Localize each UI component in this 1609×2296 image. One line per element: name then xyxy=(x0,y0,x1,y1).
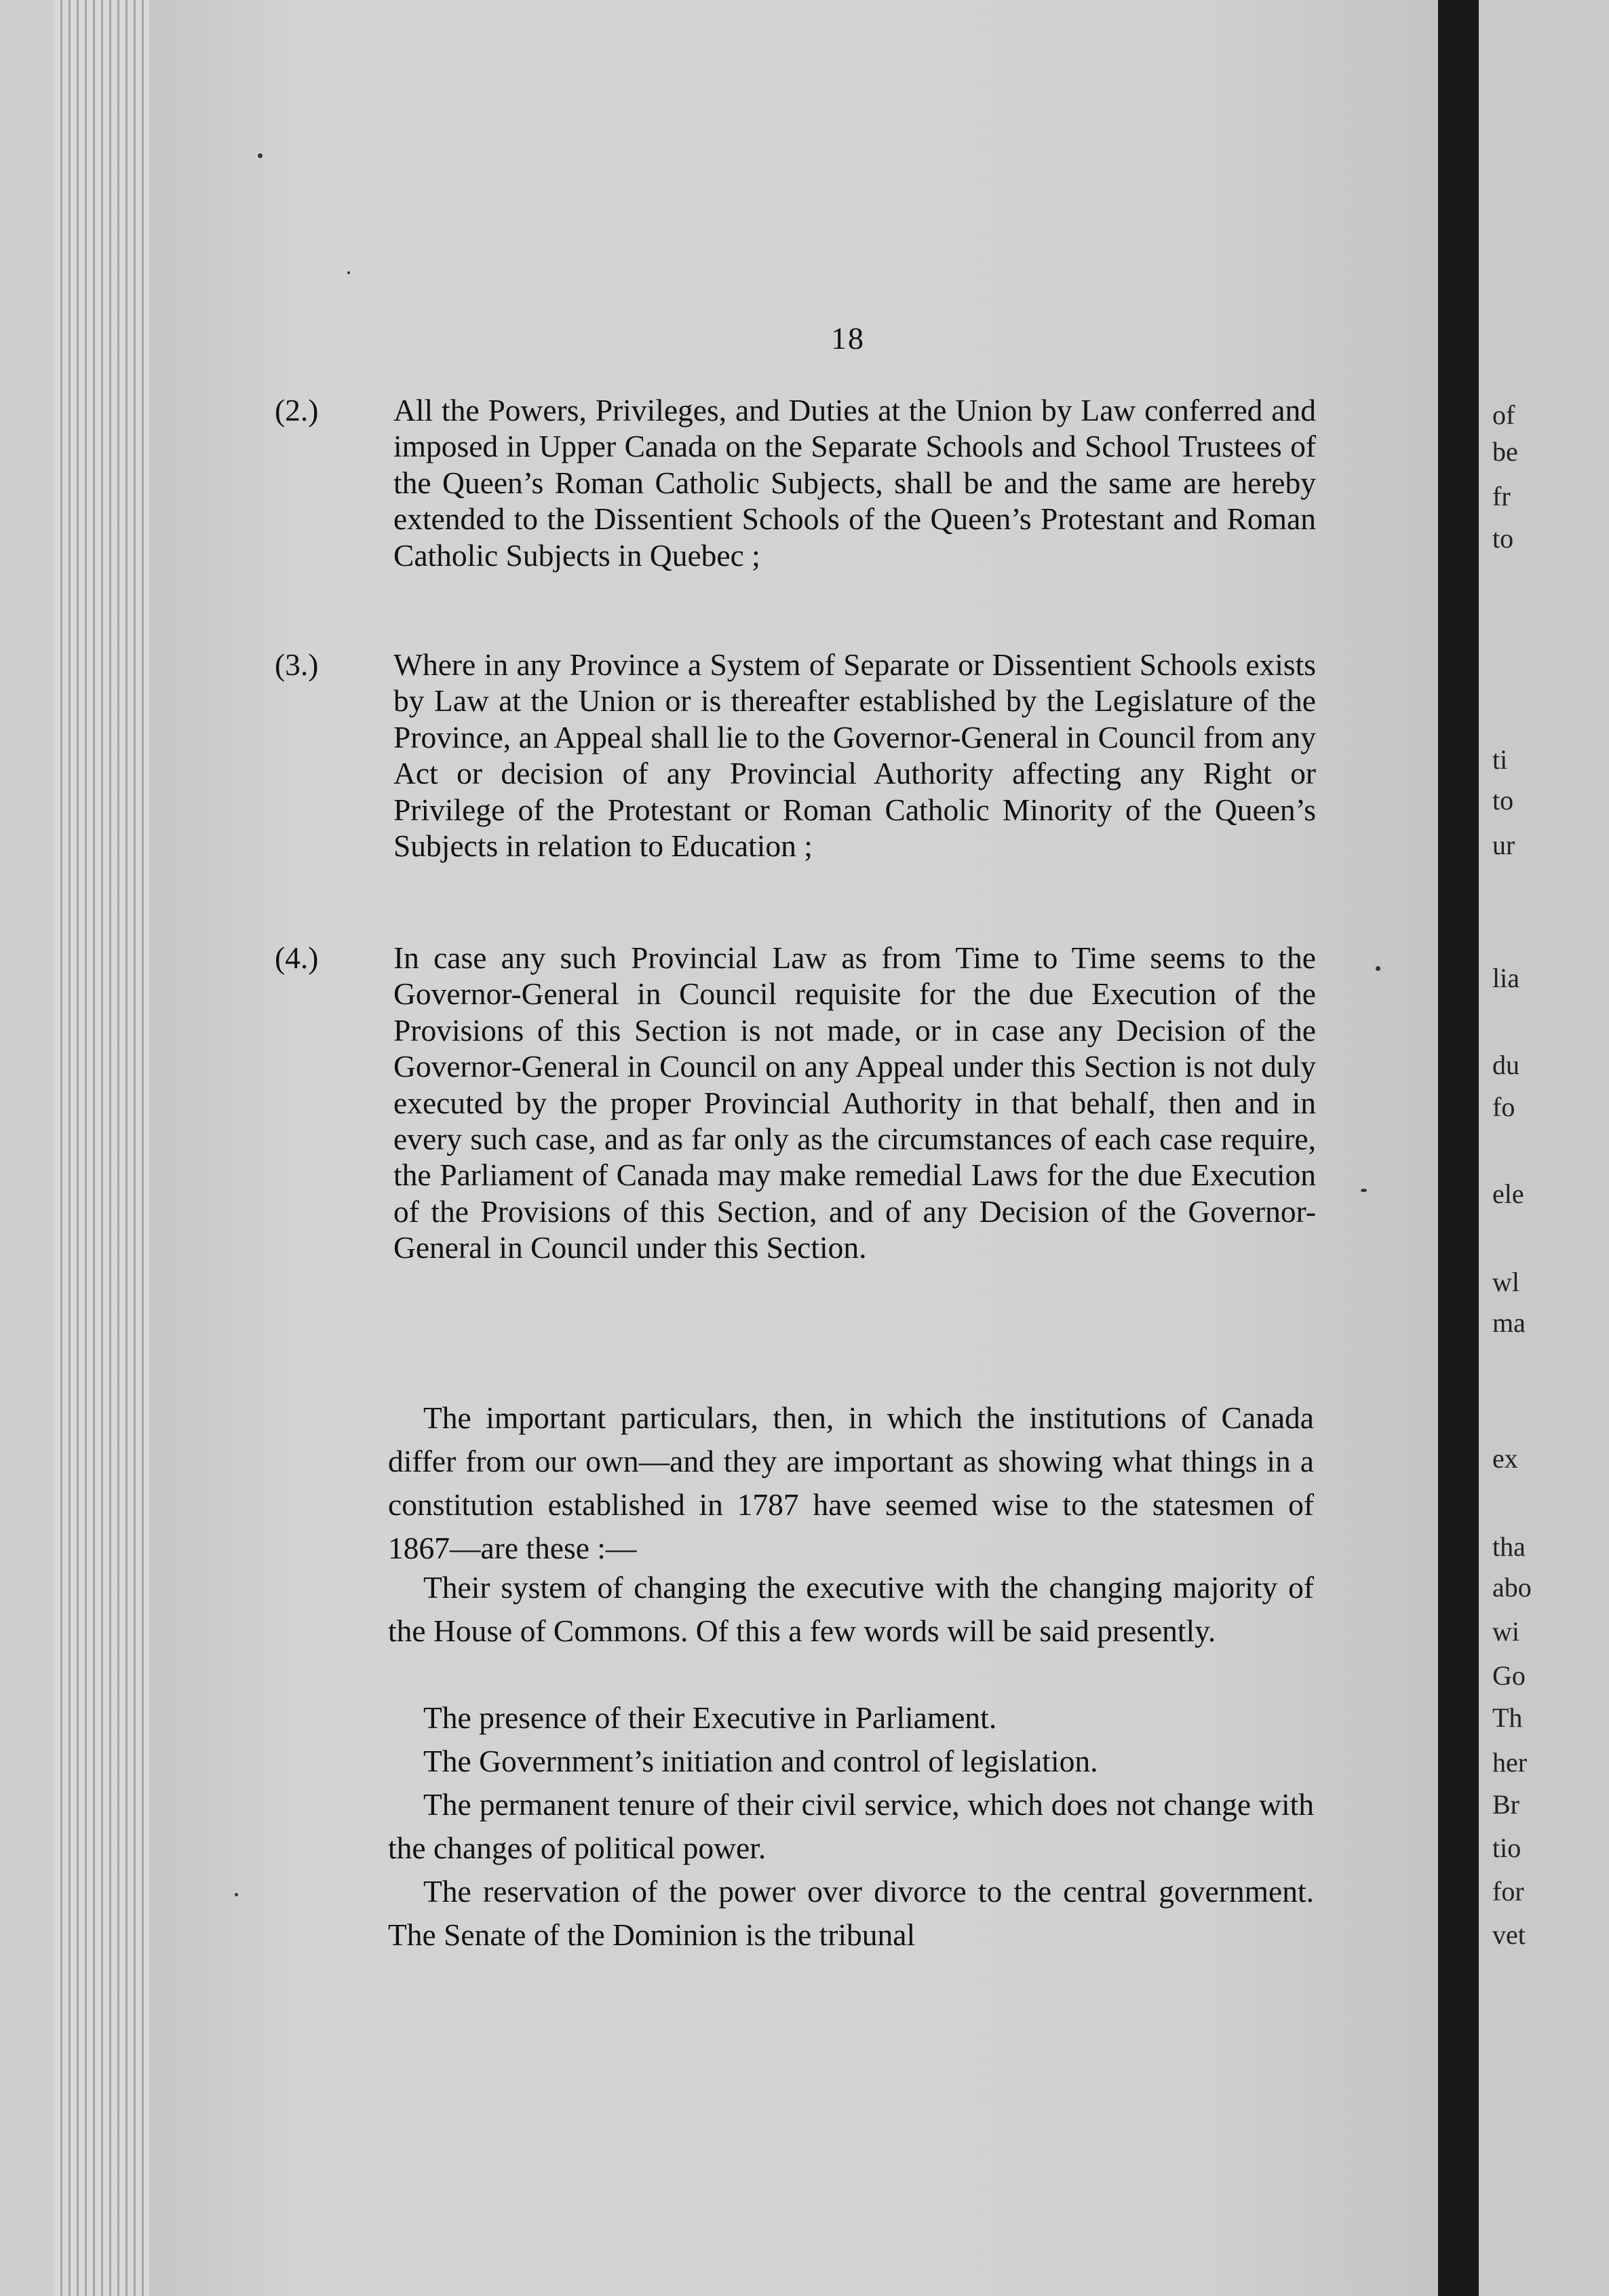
facing-page-fragment: Th xyxy=(1492,1702,1523,1733)
page-edges xyxy=(54,0,163,2296)
page-number: 18 xyxy=(831,321,865,356)
subsection-text: All the Powers, Privileges, and Duties at the Union by Law conferred and imposed in Upper Canada on the Separate Schools and School Trustees of the Queen’s Roman Catholic Subjects, shall be and the same are hereby extended to the Dissentient Schools of the Queen’s Protestant and Roman Catholic Subjects in Quebec ; xyxy=(393,393,1316,573)
scan-speck xyxy=(258,153,263,158)
facing-page-fragment: abo xyxy=(1492,1572,1532,1603)
facing-page-fragment: Br xyxy=(1492,1789,1519,1820)
facing-page-fragment: ur xyxy=(1492,830,1515,860)
facing-page-fragment: of xyxy=(1492,400,1515,430)
subsection-text: Where in any Province a System of Separate or Dissentient Schools exists by Law at the Union or is thereafter established by the Legislature of the Province, an Appeal shall lie to the Governor-General in Council from any Act or decision of any Provincial Authority affecting any Right or Privilege of the Protestant or Roman Catholic Minority of the Queen’s Subjects in relation to Education ; xyxy=(393,647,1316,864)
body-paragraph: Their system of changing the executive with the changing majority of the House of Commons. Of this a few words will be said presently. xyxy=(388,1570,1314,1648)
subsection-2 xyxy=(275,392,1316,573)
subsection-label: (3.) xyxy=(275,647,319,682)
facing-page-fragment: tio xyxy=(1492,1833,1521,1863)
facing-page-fragment: ti xyxy=(1492,744,1508,775)
body-paragraph: The presence of their Executive in Parliament. xyxy=(423,1700,997,1735)
facing-page-fragment: ele xyxy=(1492,1179,1524,1209)
scan-speck xyxy=(1361,1189,1367,1192)
subsection-4 xyxy=(275,940,1316,1266)
book-gutter xyxy=(1438,0,1479,2296)
facing-page-fragment: to xyxy=(1492,523,1514,554)
subsection-3 xyxy=(275,647,1316,864)
scan-speck xyxy=(235,1893,238,1896)
facing-page-fragment: fo xyxy=(1492,1092,1515,1122)
facing-page-fragment: wi xyxy=(1492,1616,1519,1647)
facing-page-fragment: to xyxy=(1492,785,1514,816)
scan-speck xyxy=(347,271,350,274)
facing-page-fragment: wl xyxy=(1492,1267,1519,1297)
facing-page-fragment: lia xyxy=(1492,963,1519,993)
facing-page-fragment: tha xyxy=(1492,1531,1526,1562)
facing-page-fragment: ex xyxy=(1492,1443,1518,1474)
body-paragraph: The reservation of the power over divorce to the central government. The Senate of the Dominion is the tribunal xyxy=(388,1874,1314,1952)
scan-speck xyxy=(1376,966,1380,971)
subsection-label: (4.) xyxy=(275,940,319,975)
facing-page xyxy=(1479,0,1609,2296)
facing-page-fragment: her xyxy=(1492,1747,1528,1778)
subsection-label: (2.) xyxy=(275,393,319,427)
facing-page-fragment: ma xyxy=(1492,1307,1526,1338)
body-paragraph: The Government’s initiation and control of legislation. xyxy=(423,1744,1098,1778)
facing-page-fragment: du xyxy=(1492,1050,1519,1080)
facing-page-fragment: be xyxy=(1492,436,1518,467)
facing-page-fragment: vet xyxy=(1492,1919,1526,1950)
facing-page-fragment: fr xyxy=(1492,481,1511,512)
body-paragraph: The important particulars, then, in which the institutions of Canada differ from our own—and they are important as showing what things in a constitution established in 1787 have seemed wise to the statesmen of 1867—are these :— xyxy=(388,1400,1314,1565)
body-paragraph: The permanent tenure of their civil service, which does not change with the changes of political power. xyxy=(388,1787,1314,1865)
facing-page-fragment: for xyxy=(1492,1876,1524,1907)
subsection-text: In case any such Provincial Law as from Time to Time seems to the Governor-General in Council requisite for the due Execution of the Provisions of this Section is not made, or in case any Decision of the Governor-General in Council on any Appeal under this Section is not duly executed by the proper Provincial Authority in that behalf, then and in every such case, and as far only as the circumstances of each case require, the Parliament of Canada may make remedial Laws for the due Execution of the Provisions of this Section, and of any Decision of the Governor-General in Council under this Section. xyxy=(393,940,1316,1265)
facing-page-fragment: Go xyxy=(1492,1660,1526,1691)
